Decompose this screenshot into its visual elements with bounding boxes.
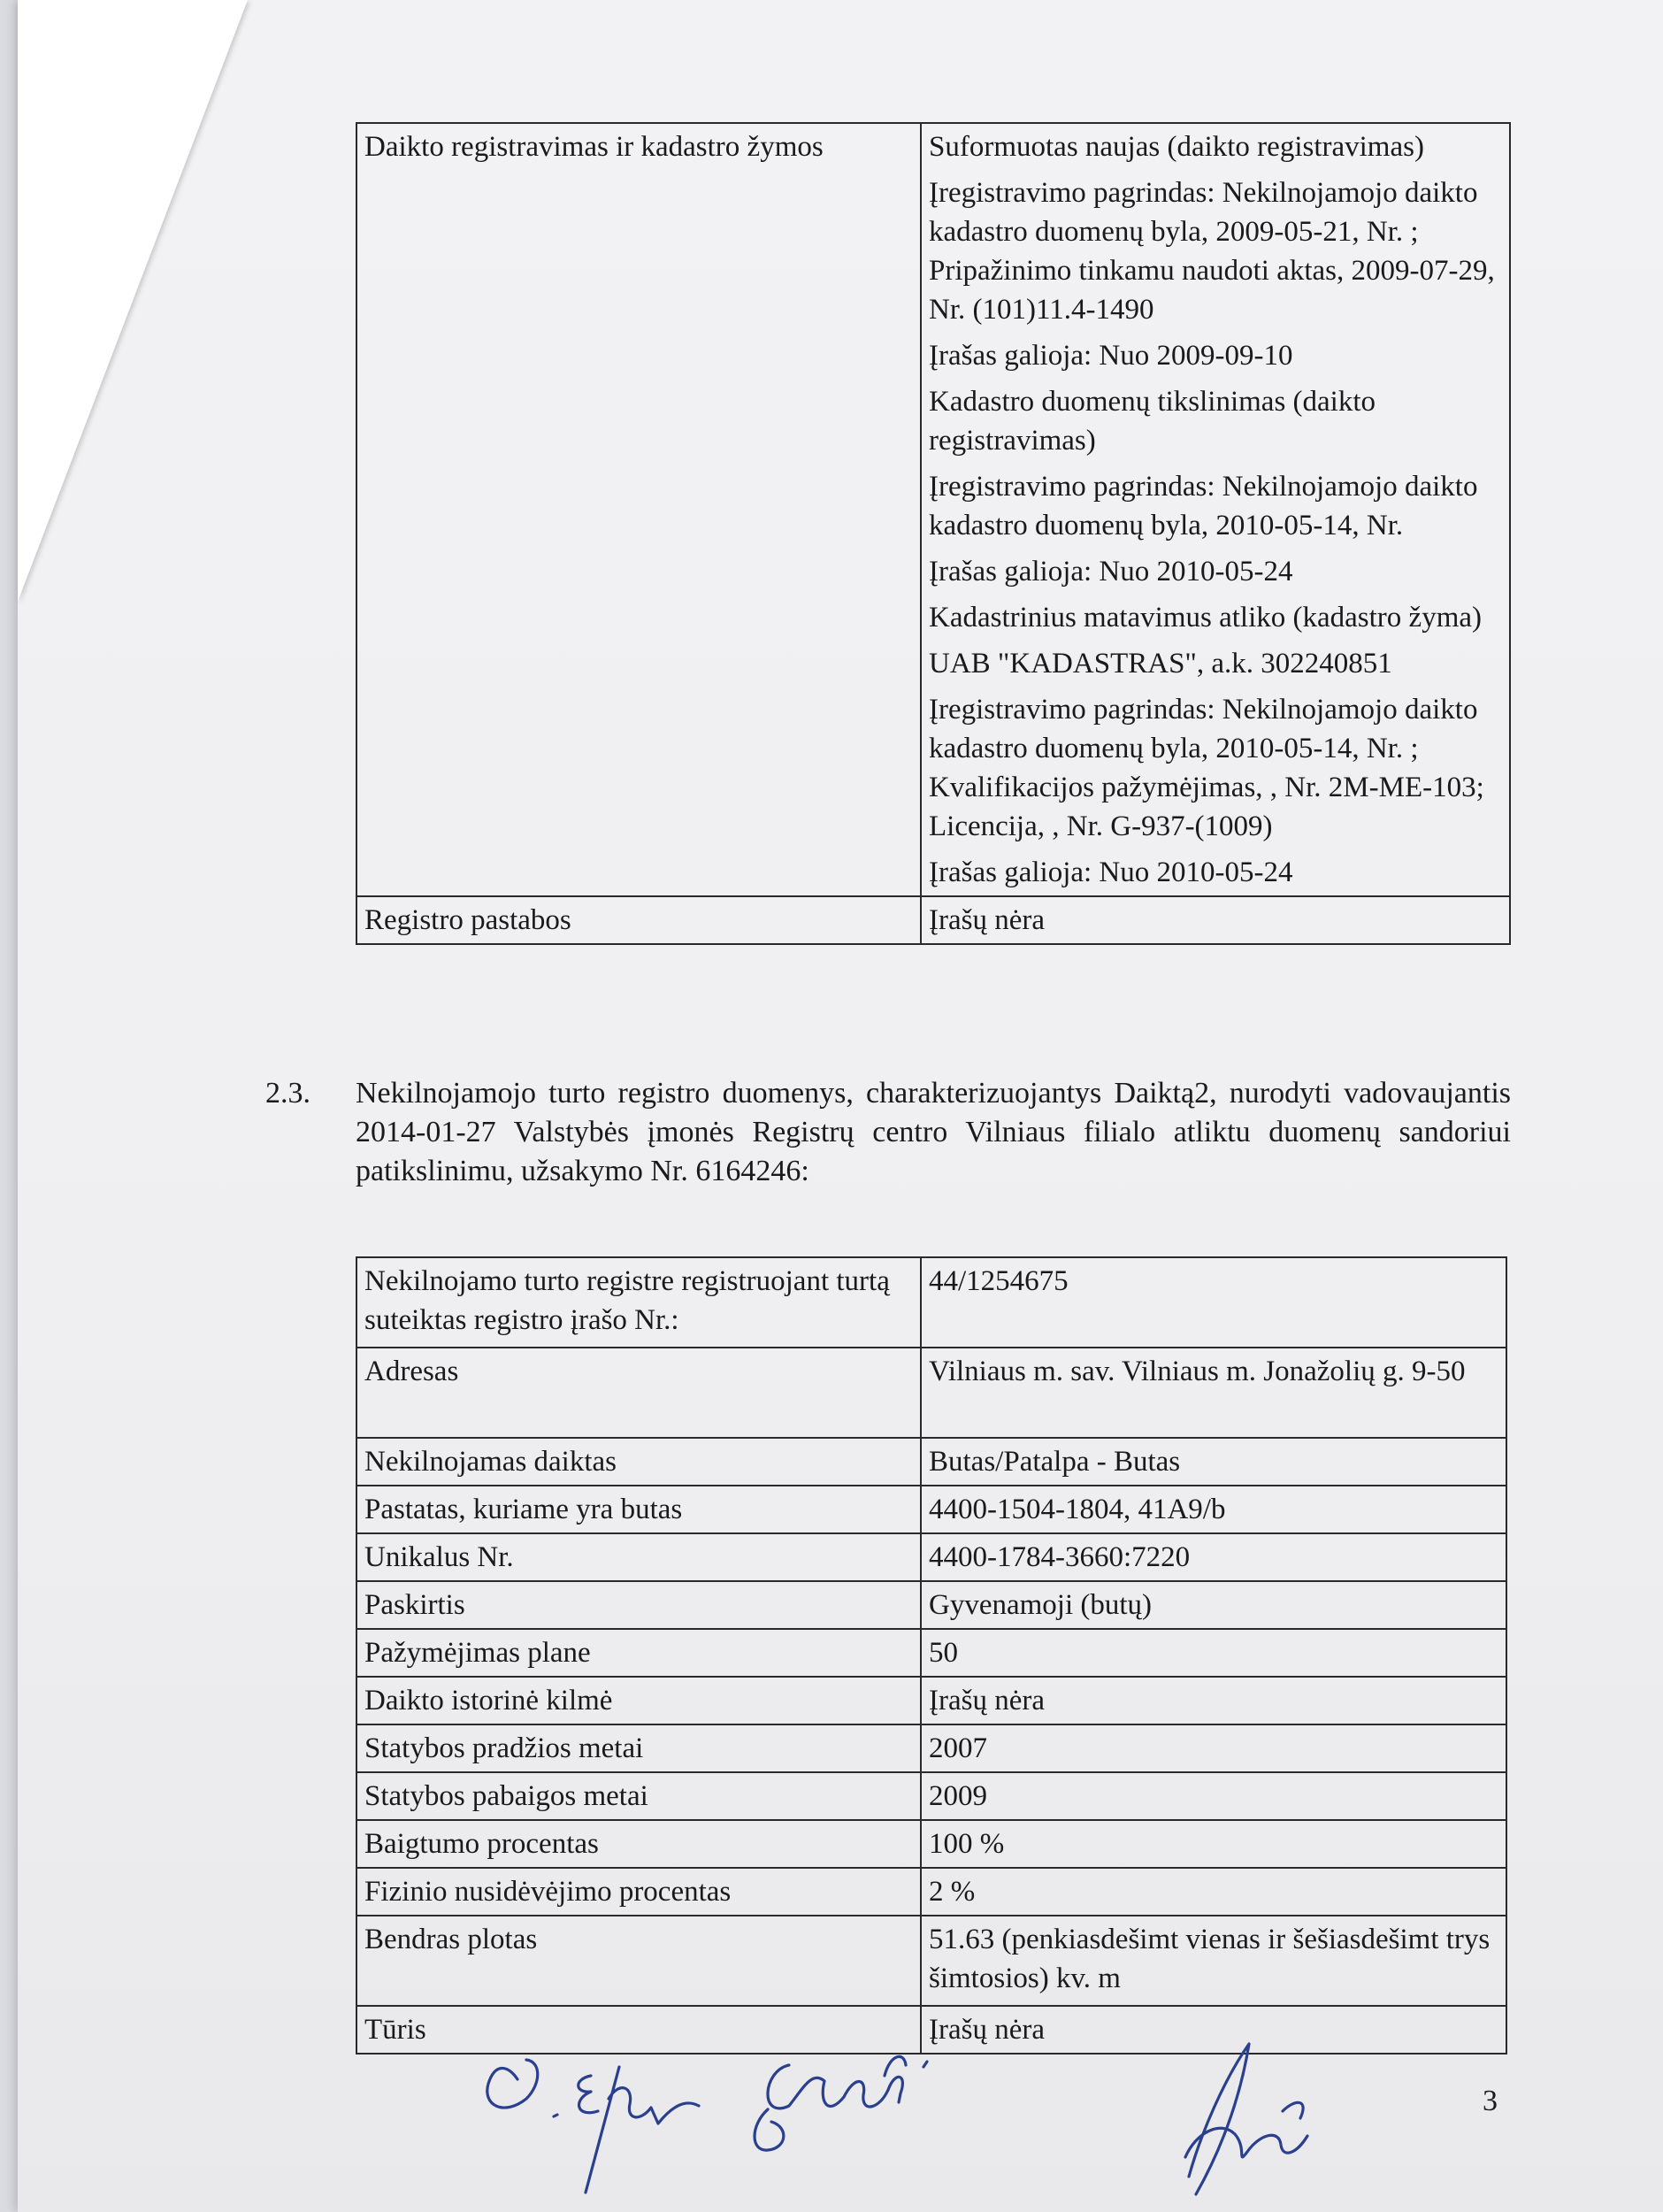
row-value: 2 %	[921, 1868, 1506, 1916]
table-row	[356, 1629, 1506, 1677]
row-label: Pastatas, kuriame yra butas	[356, 1486, 921, 1533]
row-value: 44/1254675	[921, 1257, 1506, 1348]
table-row	[356, 1533, 1506, 1581]
row-value: 4400-1504-1804, 41A9/b	[921, 1486, 1506, 1533]
table-row	[356, 1486, 1506, 1533]
row-value: 50	[921, 1629, 1506, 1677]
entry-text: Įregistravimo pagrindas: Nekilnojamojo daikto kadastro duomenų byla, 2009-05-21, Nr. ; Pripažinimo tinkamu naudoti aktas, 2009-07-29, Nr. (101)11.4-1490	[929, 177, 1495, 326]
entry-text: Įrašas galioja: Nuo 2010-05-24	[929, 556, 1293, 588]
row-label: Statybos pradžios metai	[356, 1724, 921, 1772]
row-label: Adresas	[356, 1348, 921, 1438]
entry-text: Suformuotas naujas (daikto registravimas)	[929, 131, 1424, 163]
table-row	[356, 1724, 1506, 1772]
row-label: Pažymėjimas plane	[356, 1629, 921, 1677]
row-label: Statybos pabaigos metai	[356, 1772, 921, 1820]
row-value: Gyvenamoji (butų)	[921, 1581, 1506, 1629]
table-row	[356, 1438, 1506, 1486]
section-number: 2.3.	[265, 1077, 310, 1110]
row-value: Butas/Patalpa - Butas	[921, 1438, 1506, 1486]
section-paragraph: Nekilnojamojo turto registro duomenys, charakterizuojantys Daiktą2, nurodyti vadovaujantis 2014-01-27 Valstybės įmonės Registrų centro Vilniaus filialo atliktu duomenų sandoriui patikslinimu, užsakymo Nr. 6164246:	[356, 1077, 1511, 1187]
row-value: 51.63 (penkiasdešimt vienas ir šešiasdešimt trys šimtosios) kv. m	[921, 1916, 1506, 2006]
folded-page-corner	[18, 0, 248, 602]
row-label: Paskirtis	[356, 1581, 921, 1629]
row-value: Įrašų nėra	[921, 2006, 1506, 2054]
row-label: Unikalus Nr.	[356, 1533, 921, 1581]
table-row	[356, 1916, 1506, 2006]
row-label: Fizinio nusidėvėjimo procentas	[356, 1868, 921, 1916]
row-label: Bendras plotas	[356, 1916, 921, 2006]
entry-text: Įrašas galioja: Nuo 2010-05-24	[929, 856, 1293, 888]
entry-text: Įregistravimo pagrindas: Nekilnojamojo daikto kadastro duomenų byla, 2010-05-14, Nr.	[929, 471, 1478, 541]
table-row	[356, 896, 1510, 944]
table-row	[356, 1820, 1506, 1868]
row-label: Nekilnojamas daiktas	[356, 1438, 921, 1486]
row-label: Registro pastabos	[356, 896, 921, 944]
row-label: Nekilnojamo turto registre registruojant turtą suteiktas registro įrašo Nr.:	[356, 1257, 921, 1348]
row-value: 100 %	[921, 1820, 1506, 1868]
table-row	[356, 1772, 1506, 1820]
entry-text: UAB "KADASTRAS", a.k. 302240851	[929, 648, 1392, 680]
row-label: Baigtumo procentas	[356, 1820, 921, 1868]
entry-text: Įregistravimo pagrindas: Nekilnojamojo daikto kadastro duomenų byla, 2010-05-14, Nr. ; Kvalifikacijos pažymėjimas, , Nr. 2M-ME-103; Licencija, , Nr. G-937-(1009)	[929, 694, 1484, 842]
row-value: 2009	[921, 1772, 1506, 1820]
row-value: Įrašų nėra	[921, 1677, 1506, 1724]
registration-table	[356, 122, 1511, 945]
entry-text: Kadastro duomenų tikslinimas (daikto registravimas)	[929, 386, 1376, 457]
row-value: 4400-1784-3660:7220	[921, 1533, 1506, 1581]
table-row	[356, 2006, 1506, 2054]
row-value: Įrašų nėra	[921, 896, 1510, 944]
property-data-table	[356, 1256, 1507, 2055]
page-number: 3	[1483, 2085, 1498, 2117]
entry-text: Įrašas galioja: Nuo 2009-09-10	[929, 340, 1293, 372]
table-row	[356, 1581, 1506, 1629]
section-2-3	[265, 1074, 1511, 1191]
row-label: Tūris	[356, 2006, 921, 2054]
table-row	[356, 1868, 1506, 1916]
row-value: 2007	[921, 1724, 1506, 1772]
row-value: Vilniaus m. sav. Vilniaus m. Jonažolių g. 9-50	[921, 1348, 1506, 1438]
row-label: Daikto registravimas ir kadastro žymos	[356, 123, 921, 896]
row-value	[921, 123, 1510, 896]
table-row	[356, 1257, 1506, 1348]
row-label: Daikto istorinė kilmė	[356, 1677, 921, 1724]
table-row	[356, 1677, 1506, 1724]
table-row	[356, 1348, 1506, 1438]
entry-text: Kadastrinius matavimus atliko (kadastro žyma)	[929, 602, 1483, 634]
table-row	[356, 123, 1510, 896]
